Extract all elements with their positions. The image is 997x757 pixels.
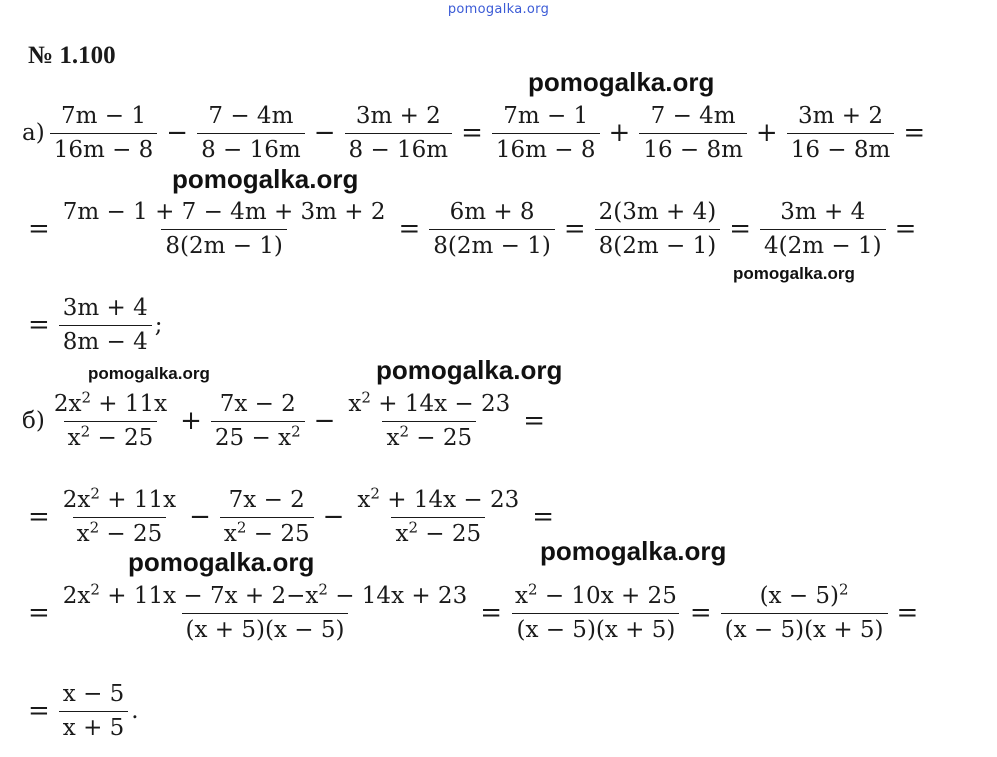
fraction [344,388,514,451]
numerator: 3m + 4 [780,199,866,226]
numerator: 3m + 2 [355,103,441,130]
equals-sign: = [28,310,50,340]
fraction [595,199,721,259]
term: − 25 [246,520,310,547]
denominator [382,421,476,451]
equals-sign: = [689,598,712,628]
equals-sign: = [28,502,50,532]
denominator: (x + 5)(x − 5) [182,613,349,643]
numerator: 7m − 1 [503,103,589,130]
part-b-line-2 [22,482,560,552]
numerator: 3m + 2 [798,103,884,130]
part-b-line-4 [22,676,139,746]
equals-sign: = [523,406,546,436]
denominator: 8m − 4 [59,325,152,355]
numerator [59,580,471,612]
semicolon: ; [154,312,163,338]
part-b-label: б) [22,408,45,434]
term: 2x [53,391,82,418]
fraction [721,580,888,643]
term: x [223,520,237,547]
exponent: 2 [80,421,91,440]
equals-sign: = [903,118,926,148]
operator: − [313,118,336,148]
term: + 11x − 7x + 2−x [99,583,319,610]
fraction [197,103,305,163]
denominator: 8 − 16m [197,133,305,163]
equals-sign: = [461,118,483,148]
watermark: pomogalka.org [128,547,315,577]
exponent: 2 [318,580,328,599]
part-b-line-1 [22,386,551,456]
fraction [59,681,129,741]
term: 25 − x [214,424,292,451]
denominator: 8(2m − 1) [161,229,287,259]
watermark: pomogalka.org [528,67,715,97]
denominator [211,421,305,451]
term: − 25 [99,520,163,547]
numerator: 7x − 2 [228,487,305,514]
exponent: 2 [399,421,409,440]
fraction [429,199,555,259]
term: + 11x [90,391,168,418]
watermark: pomogalka.org [733,264,855,283]
numerator: 3m + 4 [62,295,148,322]
equals-sign: = [480,598,502,628]
part-a-line-3 [22,290,163,360]
operator: − [189,502,211,532]
term: 2x [62,487,91,514]
denominator: 16m − 8 [50,133,158,163]
denominator: 8(2m − 1) [429,229,555,259]
numerator [511,580,681,612]
term: x [515,583,528,610]
part-a-label: а) [22,120,45,146]
numerator [353,484,523,516]
part-a-line-1 [22,98,931,168]
equals-sign: = [28,696,50,726]
operator: + [180,406,202,436]
fraction [50,103,158,163]
numerator: 7m − 1 + 7 − 4m + 3m + 2 [62,199,386,226]
equals-sign: = [532,502,555,532]
denominator: 16 − 8m [787,133,895,163]
watermark: pomogalka.org [540,536,727,566]
equals-sign: = [894,214,917,244]
watermark: pomogalka.org [88,364,210,383]
numerator: 2(3m + 4) [598,199,717,226]
equals-sign: = [28,598,50,628]
part-b-line-3 [22,578,924,648]
term: x [67,424,81,451]
exponent: 2 [527,580,538,599]
term: x [395,520,409,547]
fraction [211,391,305,451]
operator: − [322,502,345,532]
fraction [787,103,895,163]
equals-sign: = [729,214,752,244]
fraction [59,484,180,547]
denominator: (x − 5)(x + 5) [721,613,888,643]
exponent: 2 [236,517,247,536]
fraction [760,199,886,259]
term: − 10x + 25 [537,583,677,610]
exponent: 2 [408,517,418,536]
watermark: pomogalka.org [172,164,359,194]
fraction [59,199,390,259]
operator: + [608,118,631,148]
term: − 14x + 23 [327,583,468,610]
term: (x − 5) [759,583,840,610]
term: x [76,520,90,547]
denominator: 8(2m − 1) [595,229,721,259]
fraction [492,103,600,163]
operator: − [313,406,336,436]
denominator: 4(2m − 1) [760,229,886,259]
numerator [59,484,180,516]
term: x [386,424,400,451]
problem-number: № 1.100 [28,42,116,69]
term: x [348,391,362,418]
watermark: pomogalka.org [376,355,563,385]
fraction [59,580,471,643]
fraction [511,580,681,643]
denominator: 8 − 16m [345,133,453,163]
denominator [220,517,314,547]
denominator: x + 5 [59,711,129,741]
term: − 25 [417,520,482,547]
numerator: 7x − 2 [219,391,296,418]
period: . [131,698,139,724]
fraction [220,487,314,547]
equals-sign: = [896,598,919,628]
fraction [353,484,523,547]
denominator [64,421,158,451]
term: + 11x [99,487,177,514]
operator: + [755,118,778,148]
exponent: 2 [291,421,301,440]
denominator [391,517,485,547]
numerator: 7 − 4m [650,103,736,130]
term: + 14x − 23 [379,487,520,514]
exponent: 2 [361,388,371,407]
denominator [73,517,167,547]
numerator [756,580,853,612]
fraction [50,388,171,451]
equals-sign: = [398,214,421,244]
part-a-line-2 [22,194,922,264]
numerator: 7m − 1 [61,103,146,130]
denominator: 16m − 8 [492,133,600,163]
equals-sign: = [563,214,586,244]
denominator: (x − 5)(x + 5) [512,613,679,643]
term: − 25 [409,424,473,451]
fraction [639,103,747,163]
term: x [357,487,371,514]
term: + 14x − 23 [370,391,511,418]
equals-sign: = [28,214,50,244]
numerator: 7 − 4m [208,103,294,130]
fraction [59,295,152,355]
denominator: 16 − 8m [639,133,747,163]
exponent: 2 [81,388,91,407]
exponent: 2 [370,484,380,503]
top-watermark: pomogalka.org [447,2,550,17]
numerator: x − 5 [62,681,125,708]
exponent: 2 [90,580,100,599]
exponent: 2 [90,484,100,503]
fraction [345,103,453,163]
operator: − [166,118,189,148]
numerator [50,388,171,420]
numerator: 6m + 8 [449,199,535,226]
term: − 25 [90,424,154,451]
numerator [344,388,514,420]
exponent: 2 [89,517,100,536]
term: 2x [62,583,91,610]
exponent: 2 [839,580,849,599]
